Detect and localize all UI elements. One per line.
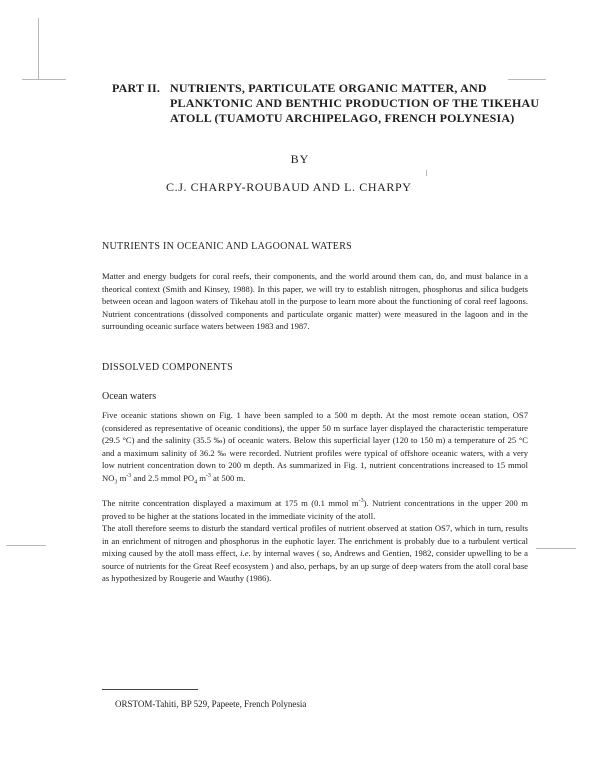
paragraph-text: The atoll therefore seems to disturb the standard vertical profiles of nutrient observed at station OS7, which in turn, results in an enrichment of nitrogen and phosphorus in the euphotic layer. The enrichment is probably due to a turbulent vertical mixing caused by the atoll mass effect, xyxy=(102,523,528,559)
part-label: PART II. xyxy=(112,81,161,95)
paragraph-text: ). Nutrient concentrations in the upper 200 m proved to be higher at the stations located in the immediate vicinity of the atoll. xyxy=(102,498,528,521)
paper-title: NUTRIENTS, PARTICULATE ORGANIC MATTER, AND PLANKTONIC AND BENTHIC PRODUCTION OF THE TIKEHAU ATOLL (TUAMOTU ARCHIPELAGO, FRENCH POLYNESIA) xyxy=(170,81,540,125)
subheading-ocean-waters: Ocean waters xyxy=(102,391,157,402)
section-heading-dissolved-components: DISSOLVED COMPONENTS xyxy=(102,362,233,373)
authors: C.J. CHARPY-ROUBAUD AND L. CHARPY xyxy=(166,180,412,194)
scan-speck xyxy=(38,18,39,80)
scan-speck xyxy=(6,545,46,546)
paragraph-text: m xyxy=(197,472,206,483)
intro-paragraph: Matter and energy budgets for coral reefs, their components, and the world around them can, do, and must balance in a theorical context (Smith and Kinsey, 1988). In this paper, we will try to establish nitrogen, phosphorus and silica budgets between ocean and lagoon waters of Tikehau atoll in the purpose to learn more about the functioning of coral reef lagoons. Nutrient concentrations (dissolved components and particulate organic matter) were measured in the lagoon and in the surrounding oceanic surface waters between 1983 and 1987. xyxy=(102,271,528,332)
footnote-affiliation: ORSTOM-Tahiti, BP 529, Papeete, French Polynesia xyxy=(115,699,307,709)
paragraph-text: Five oceanic stations shown on Fig. 1 have been sampled to a 500 m depth. At the most remote ocean station, OS7 (considered as representative of oceanic conditions), the upper 50 m surface layer displayed the characteristic temperature (29.5 °C) and the salinity (35.5 ‰) of oceanic waters. Below this superficial layer (120 to 150 m) a temperature of 25 °C and a maximum salinity of 36.2 ‰ were recorded. Nutrient profiles were typical of offshore oceanic waters, with a very low nutrient concentration down to 200 m depth. As summarized in Fig. 1, nutrient concentrations increased to 15 mmol NO xyxy=(102,410,528,483)
atoll-paragraph xyxy=(102,522,528,585)
scan-speck xyxy=(536,548,576,549)
paragraph-text: The nitrite concentration displayed a maximum at 175 m (0.1 mmol m xyxy=(102,498,359,508)
italic-ie: i.e. xyxy=(240,548,251,559)
scan-speck xyxy=(426,170,427,176)
paragraph-text: by internal waves ( so, Andrews and Gentien, 1982, consider upwelling to be a source of nutrients for the Great Reef ecosystem ) and also, perhaps, by an up surge of deep waters from the atoll coral base as hypothesized by Rougerie and Wauthy (1986). xyxy=(102,548,528,584)
byline-by: BY xyxy=(290,152,310,166)
superscript: -3 xyxy=(358,498,364,505)
subscript: 3 xyxy=(114,479,118,486)
subscript: 4 xyxy=(194,479,198,486)
section-heading-nutrients: NUTRIENTS IN OCEANIC AND LAGOONAL WATERS xyxy=(102,241,353,252)
scan-speck xyxy=(508,79,546,80)
paragraph-text: m xyxy=(117,472,127,483)
paragraph-text: at 500 m. xyxy=(210,472,246,483)
ocean-stations-paragraph xyxy=(102,409,528,485)
nitrite-paragraph xyxy=(102,497,528,522)
footnote-rule xyxy=(102,689,198,690)
paragraph-text: and 2.5 mmol PO xyxy=(131,472,195,483)
superscript: -3 xyxy=(126,473,132,480)
superscript: -3 xyxy=(205,473,211,480)
scan-speck xyxy=(22,79,66,80)
